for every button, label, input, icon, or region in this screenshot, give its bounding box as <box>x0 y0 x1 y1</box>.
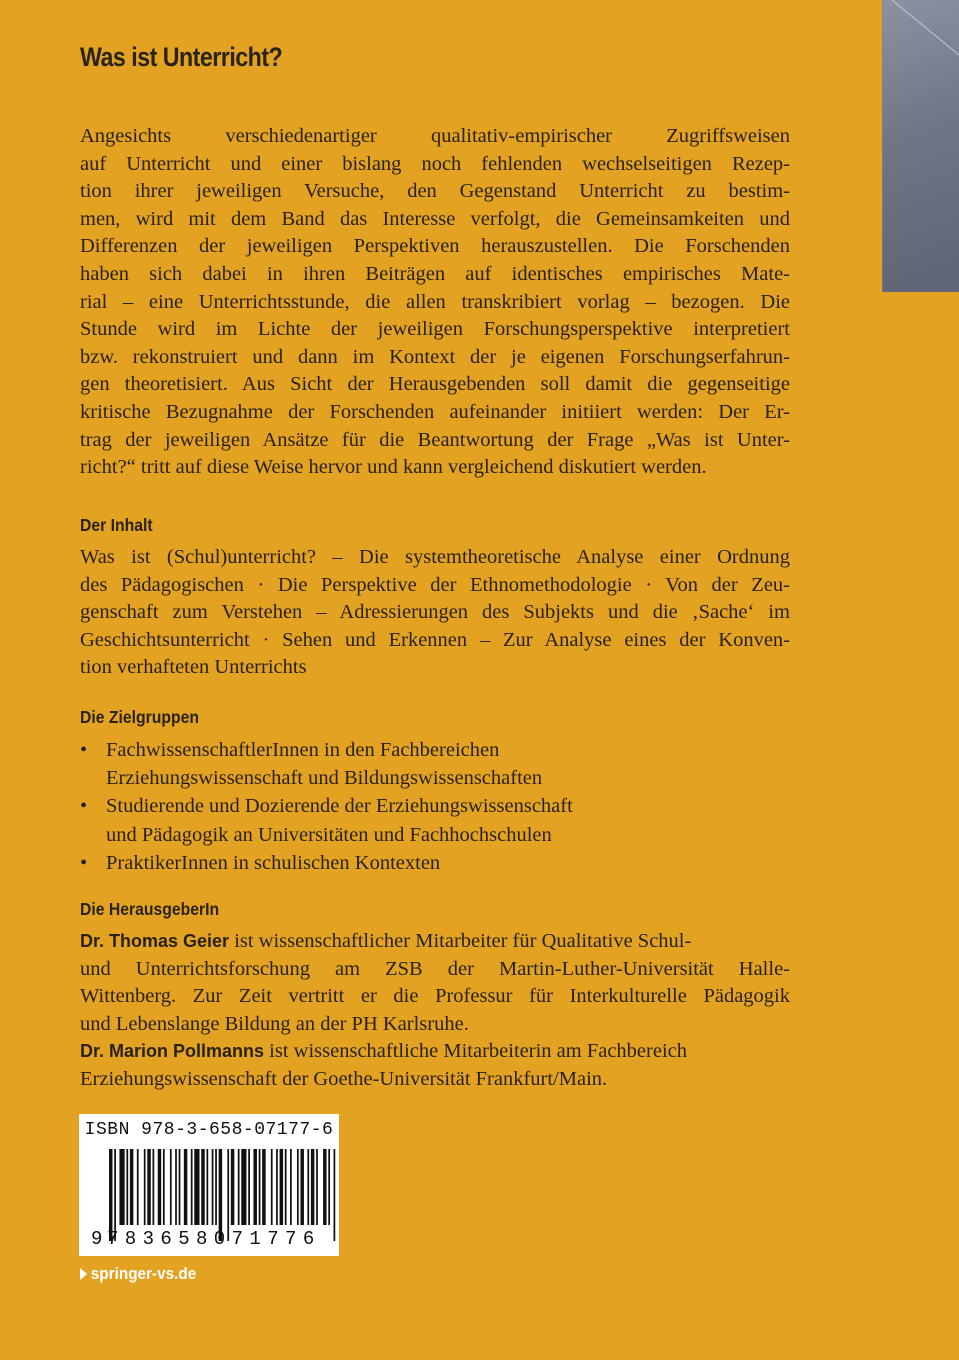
text-line: Geschichtsunterricht · Sehen und Erkennen – Zur Analyse eines der Konven- <box>80 628 790 651</box>
barcode-bar <box>311 1149 314 1225</box>
corner-color-block <box>882 0 959 292</box>
inhalt-body <box>80 544 790 682</box>
barcode-bar <box>231 1149 234 1225</box>
barcode-bar <box>201 1149 204 1225</box>
barcode-bar <box>276 1149 278 1225</box>
text-line: Wittenberg. Zur Zeit vertritt er die Professur für Interkulturelle Pädagogik <box>80 985 790 1008</box>
barcode-bar <box>241 1149 246 1225</box>
zielgruppen-heading: Die Zielgruppen <box>80 707 200 727</box>
barcode-bar <box>300 1149 303 1225</box>
barcode-bar <box>191 1149 193 1225</box>
barcode-bar <box>130 1149 133 1225</box>
barcode-bar <box>297 1149 299 1225</box>
barcode-bar <box>290 1149 292 1225</box>
list-item-line: Studierende und Dozierende der Erziehungswissenschaft <box>106 795 573 818</box>
text-line: kritische Bezugnahme der Forschenden aufeinander initiiert werden: Der Er- <box>80 400 790 423</box>
text-line: trag der jeweiligen Ansätze für die Beantwortung der Frage „Was ist Unter- <box>80 428 790 451</box>
editor-text <box>80 1066 790 1094</box>
list-item-line: FachwissenschaftlerInnen in den Fachbereichen <box>106 739 500 761</box>
text-line: Stunde wird im Lichte der jeweiligen Forschungsperspektive interpretiert <box>80 318 790 341</box>
list-item-line: Erziehungswissenschaft und Bildungswissenschaften <box>106 767 543 790</box>
barcode-bar <box>323 1149 326 1225</box>
page-title: Was ist Unterricht? <box>80 42 283 72</box>
text-line: tion verhafteten Unterrichts <box>80 656 307 679</box>
text-line: und Unterrichtsforschung am ZSB der Martin-Luther-Universität Halle- <box>80 957 790 980</box>
barcode-bar <box>137 1149 139 1225</box>
editor-name: Dr. Thomas Geier <box>80 931 230 951</box>
text-line: richt?“ tritt auf diese Weise hervor und kann vergleichend diskutiert werden. <box>80 456 707 479</box>
barcode-bar <box>316 1149 318 1225</box>
barcode-bar <box>259 1149 261 1225</box>
text-line: gen theoretisiert. Aus Sicht der Herausgebenden soll damit die gegenseitige <box>80 373 790 396</box>
inhalt-heading: Der Inhalt <box>80 515 153 535</box>
section-inhalt <box>80 515 790 536</box>
editor-name: Dr. Marion Pollmanns <box>80 1041 265 1062</box>
barcode-bar <box>262 1149 265 1225</box>
text-line: auf Unterricht und einer bislang noch fehlenden wechselseitigen Rezep- <box>80 152 790 175</box>
website-text: springer-vs.de <box>90 1264 197 1283</box>
website-link[interactable] <box>80 1264 196 1284</box>
barcode-bar <box>119 1149 124 1225</box>
isbn-barcode <box>79 1114 339 1256</box>
herausgeber-heading: Die HerausgeberIn <box>80 899 220 919</box>
barcode-bar <box>126 1149 128 1225</box>
barcode-bar <box>328 1149 330 1225</box>
barcode-bar <box>271 1149 273 1225</box>
list-item <box>80 736 790 792</box>
text-line: tion ihrer jeweiligen Versuche, den Gegenstand Unterricht zu bestim- <box>80 180 790 203</box>
barcode-bar <box>215 1149 217 1225</box>
editor-text <box>80 956 790 1039</box>
section-zielgruppen <box>80 707 790 728</box>
herausgeber-body <box>80 928 790 1094</box>
arrow-right-icon <box>80 1268 87 1280</box>
text-line: Differenzen der jeweiligen Perspektiven herauszustellen. Die Forschenden <box>80 235 790 258</box>
section-herausgeber <box>80 899 790 920</box>
text-line: genschaft zum Verstehen – Adressierungen des Subjekts und die ‚Sache‘ im <box>80 601 790 624</box>
barcode-bar <box>285 1149 287 1225</box>
text-line: und Lebenslange Bildung an der PH Karlsruhe. <box>80 1012 469 1035</box>
list-item-line: und Pädagogik an Universitäten und Fachhochschulen <box>106 823 552 846</box>
text-line: bzw. rekonstruiert und dann im Kontext der je eigenen Forschungserfahrun- <box>80 345 790 368</box>
barcode-bar <box>238 1149 240 1225</box>
text-line: des Pädagogischen · Die Perspektive der Ethnomethodologie · Von der Zeu- <box>80 573 790 596</box>
barcode-bar <box>175 1149 177 1225</box>
editor-text: ist wissenschaftlicher Mitarbeiter für Qualitative Schul- <box>229 930 692 952</box>
barcode-bar <box>248 1149 250 1225</box>
barcode-bar <box>212 1149 214 1225</box>
text-line: rial – eine Unterrichtsstunde, die allen transkribiert vorlag – bezogen. Die <box>80 290 790 313</box>
editor-text: ist wissenschaftliche Mitarbeiterin am Fachbereich <box>264 1040 687 1063</box>
herausgeber-p1 <box>80 928 790 1038</box>
intro-paragraph <box>80 123 790 482</box>
barcode-bar <box>170 1149 172 1225</box>
barcode-bar <box>253 1149 256 1225</box>
barcode-bar <box>184 1149 187 1225</box>
text-line: men, wird mit dem Band das Interesse verfolgt, die Gemeinsamkeiten und <box>80 207 790 230</box>
barcode-bar <box>179 1149 181 1225</box>
zielgruppen-list-wrap <box>80 736 790 877</box>
barcode-bar <box>307 1149 309 1225</box>
inhalt-text <box>80 544 790 682</box>
list-item-line: PraktikerInnen in schulischen Kontexten <box>106 851 441 874</box>
text-line: Erziehungswissenschaft der Goethe-Universität Frankfurt/Main. <box>80 1067 608 1090</box>
text-line: Was ist (Schul)unterricht? – Die systemtheoretische Analyse einer Ordnung <box>80 546 790 568</box>
text-line: haben sich dabei in ihren Beiträgen auf identisches empirisches Mate- <box>80 262 790 285</box>
barcode-bar <box>206 1149 208 1225</box>
isbn-label: ISBN 978-3-658-07177-6 <box>84 1120 334 1140</box>
barcode-bar <box>153 1149 155 1225</box>
herausgeber-p2 <box>80 1038 790 1093</box>
barcode-bar <box>158 1149 161 1225</box>
barcode-bar <box>194 1149 199 1225</box>
text-line: Angesichts verschiedenartiger qualitativ-empirischer Zugriffsweisen <box>80 125 790 147</box>
barcode-bar <box>163 1149 165 1225</box>
isbn-first-digit: 9 <box>91 1228 103 1250</box>
barcode-bar <box>144 1149 146 1225</box>
intro-text <box>80 123 790 482</box>
barcode-bar <box>147 1149 150 1225</box>
list-item <box>80 792 790 848</box>
zielgruppen-list <box>80 736 790 877</box>
isbn-digits: 783658071776 <box>107 1228 321 1250</box>
barcode-bar <box>280 1149 283 1225</box>
list-item <box>80 849 790 877</box>
